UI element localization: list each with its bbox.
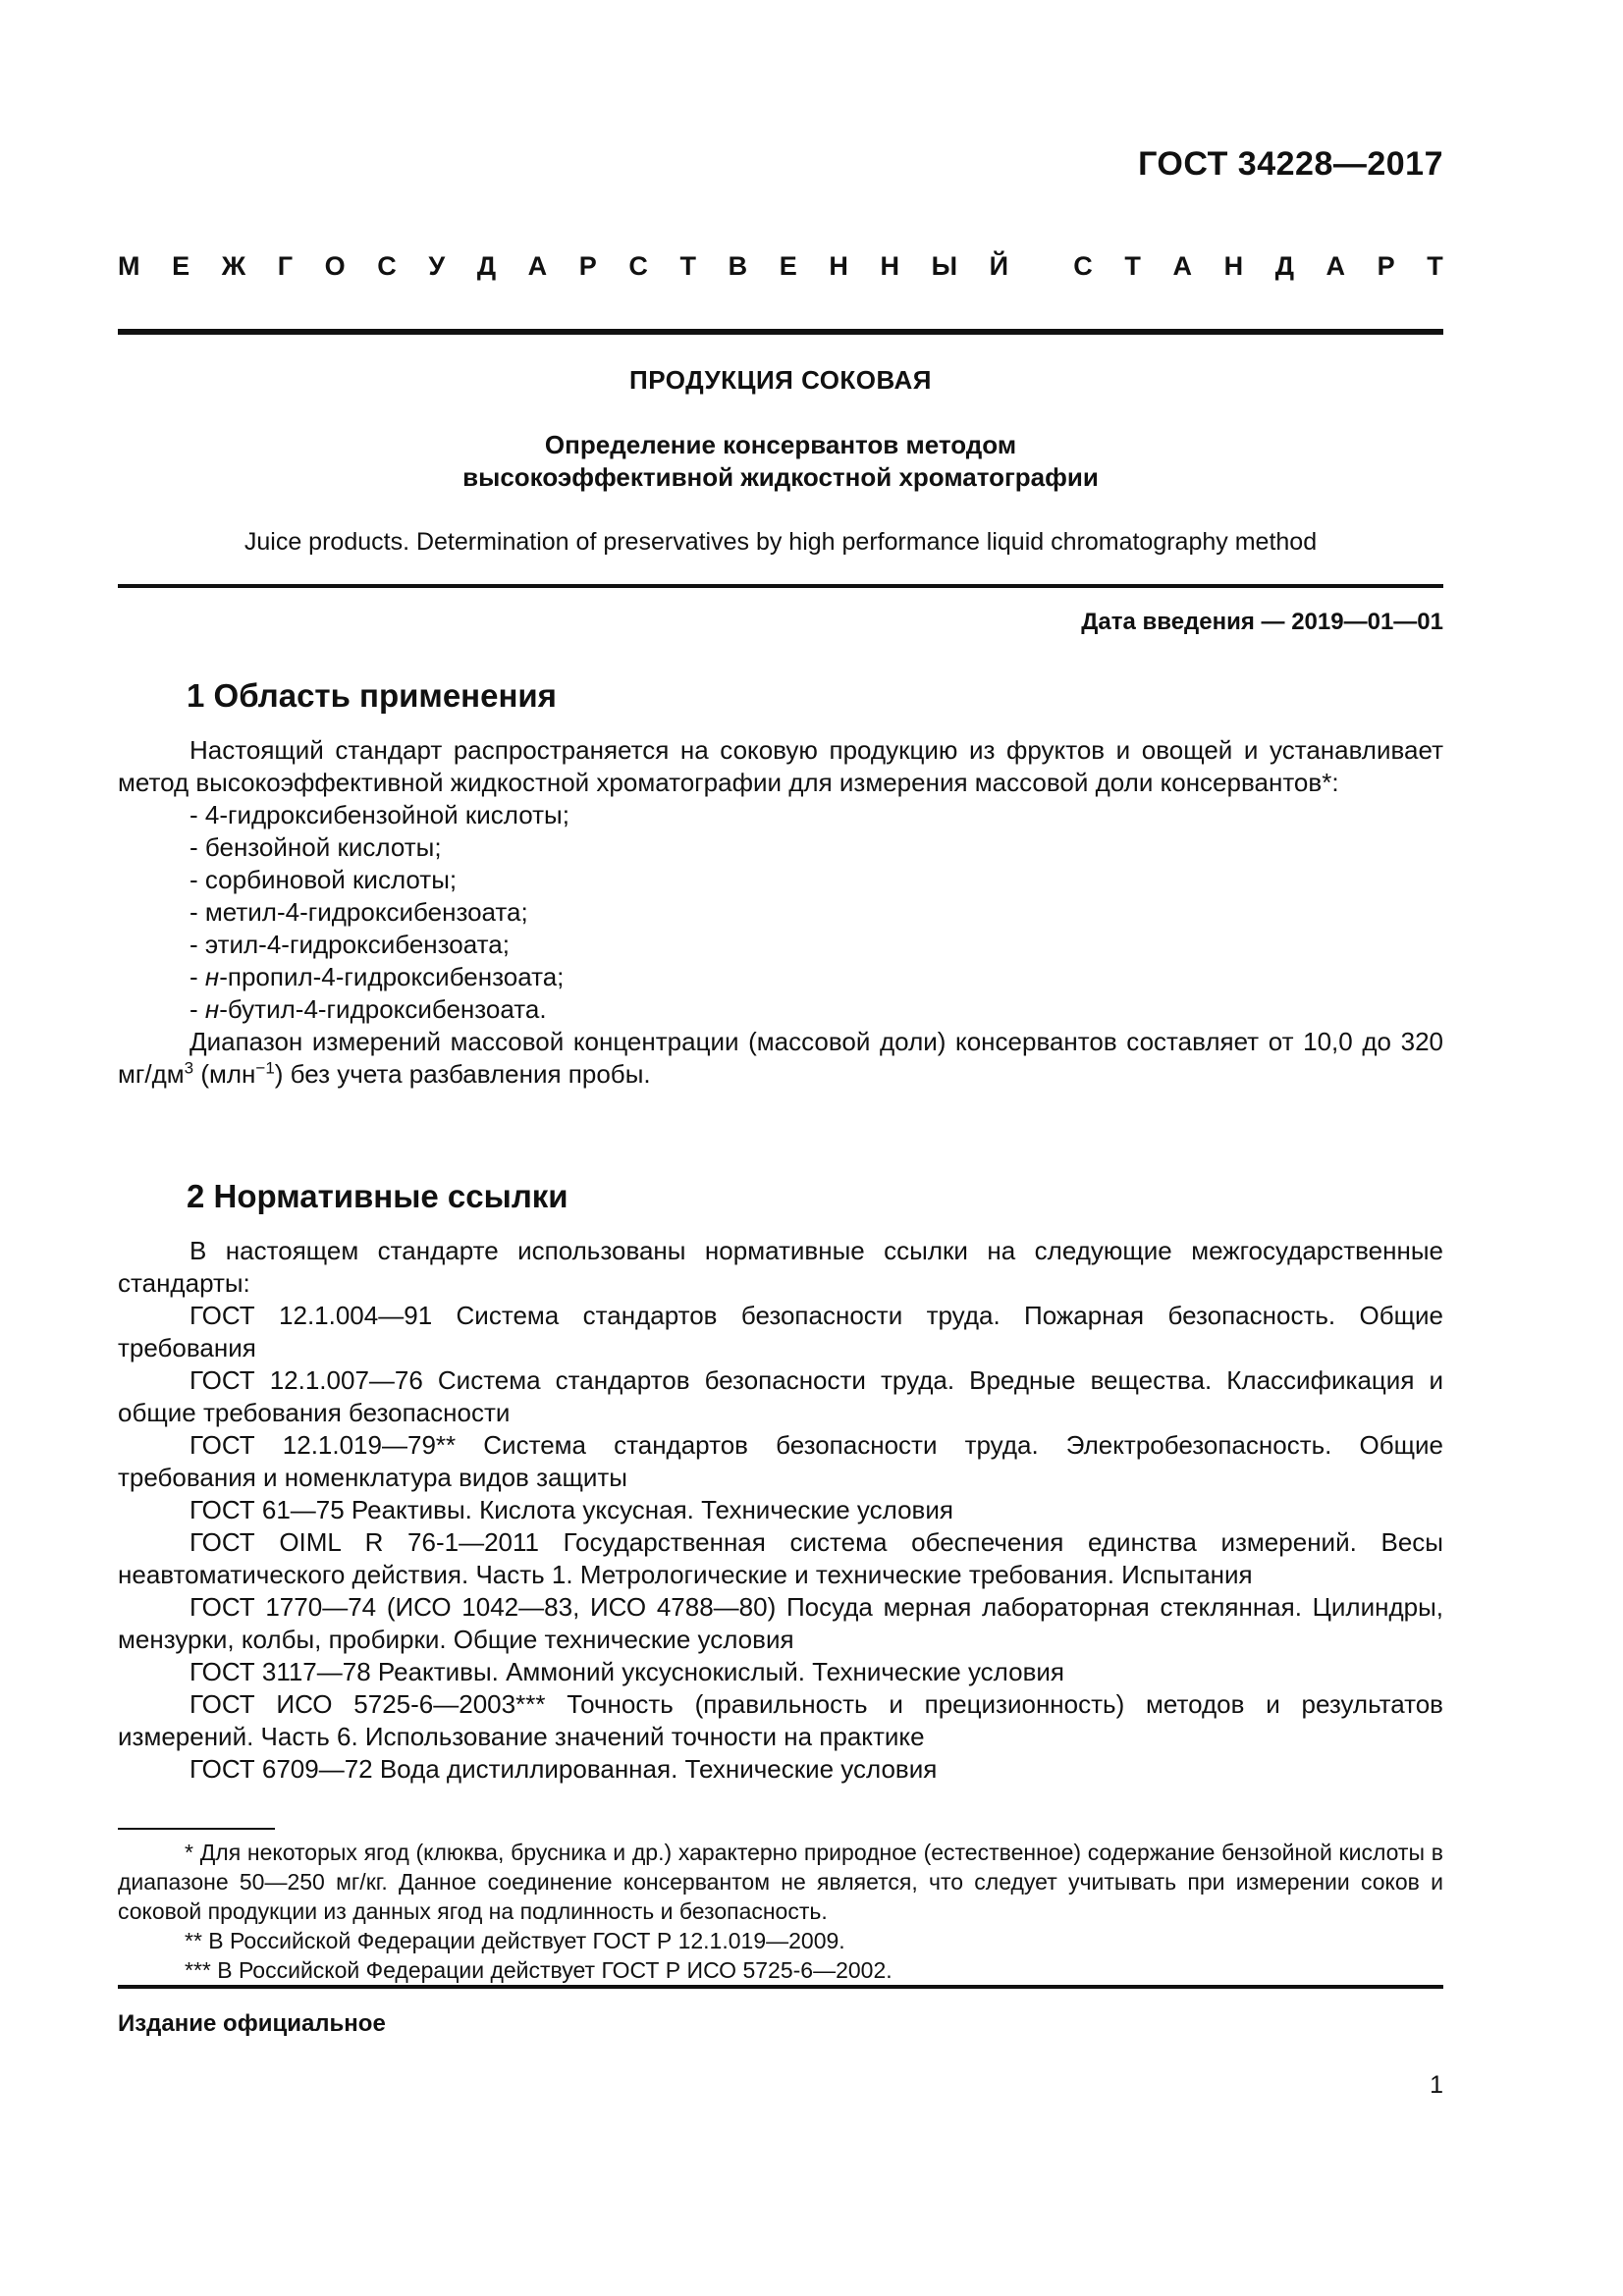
page-number: 1: [1430, 2071, 1443, 2099]
banner-letter: О: [324, 251, 346, 281]
footnote-3: *** В Российской Федерации действует ГОСТ Р ИСО 5725-6—2002.: [185, 1957, 893, 1983]
section-1-heading: 1 Область применения: [187, 677, 557, 714]
banner-letter: М: [118, 251, 140, 281]
banner-letter: Р: [1377, 251, 1395, 281]
list-item: - н-пропил-4-гидроксибензоата;: [189, 962, 565, 991]
reference-item: ГОСТ 12.1.007—76 Система стандартов безопасности труда. Вредные вещества. Классификация и общие требования безопасности: [118, 1365, 1443, 1427]
footnotes: [118, 1838, 1443, 1985]
reference-item: ГОСТ 3117—78 Реактивы. Аммоний уксуснокислый. Технические условия: [189, 1657, 1065, 1686]
banner-letter: С: [628, 251, 648, 281]
banner-letter: Т: [679, 251, 697, 281]
banner-letter: А: [1172, 251, 1192, 281]
banner-letter: А: [527, 251, 548, 281]
section-2-heading: 2 Нормативные ссылки: [187, 1178, 568, 1214]
banner-letter: Н: [1223, 251, 1244, 281]
reference-item: ГОСТ 12.1.019—79** Система стандартов безопасности труда. Электробезопасность. Общие требования и номенклатура видов защиты: [118, 1430, 1443, 1492]
introduction-date: Дата введения — 2019—01—01: [1081, 609, 1443, 635]
reference-item: ГОСТ 61—75 Реактивы. Кислота уксусная. Технические условия: [189, 1495, 953, 1524]
official-edition-label: Издание официальное: [118, 2010, 386, 2037]
banner-letter: Д: [476, 251, 497, 281]
reference-item: ГОСТ 1770—74 (ИСО 1042—83, ИСО 4788—80) Посуда мерная лабораторная стеклянная. Цилиндры, мензурки, колбы, пробирки. Общие технические условия: [118, 1592, 1443, 1654]
banner-letter: Р: [578, 251, 597, 281]
banner-letter: Н: [880, 251, 899, 281]
references-intro: В настоящем стандарте использованы нормативные ссылки на следующие межгосударственные стандарты:: [118, 1236, 1443, 1298]
banner-letter: С: [1073, 251, 1093, 281]
banner-letter: Й: [989, 251, 1009, 281]
reference-item: ГОСТ ИСО 5725-6—2003*** Точность (правильность и прецизионность) методов и результатов измерений. Часть 6. Использование значений точности на практике: [118, 1689, 1443, 1751]
title-rule: [118, 584, 1443, 588]
footnote-rule: [118, 1828, 275, 1830]
list-item: - н-бутил-4-гидроксибензоата.: [189, 994, 547, 1024]
banner-letter: У: [428, 251, 446, 281]
reference-item: ГОСТ 6709—72 Вода дистиллированная. Технические условия: [189, 1754, 938, 1784]
list-item: - сорбиновой кислоты;: [189, 865, 458, 894]
banner-letter: Ж: [221, 251, 246, 281]
banner-letter: С: [377, 251, 397, 281]
list-item: - метил-4-гидроксибензоата;: [189, 897, 528, 927]
banner-letter: Н: [829, 251, 848, 281]
subtitle-line-2: высокоэффективной жидкостной хроматографии: [462, 462, 1099, 492]
banner-letter: Т: [1124, 251, 1141, 281]
document-title: ПРОДУКЦИЯ СОКОВАЯ: [629, 365, 932, 395]
gost-number: ГОСТ 34228—2017: [1138, 145, 1443, 183]
document-subtitle: [118, 429, 1443, 494]
preservatives-list: [118, 799, 1443, 1026]
banner-gap: [1041, 251, 1042, 282]
list-item: - бензойной кислоты;: [189, 832, 442, 862]
header-rule: [118, 329, 1443, 335]
interstate-standard-banner: [118, 251, 1443, 282]
list-item: - 4-гидроксибензойной кислоты;: [189, 800, 569, 829]
footnote-2: ** В Российской Федерации действует ГОСТ Р 12.1.019—2009.: [185, 1928, 845, 1953]
banner-letter: Е: [172, 251, 190, 281]
footer-rule: [118, 1985, 1443, 1989]
footnote-1: * Для некоторых ягод (клюква, брусника и др.) характерно природное (естественное) содержание бензойной кислоты в диапазоне 50—250 мг/кг. Данное соединение консервантом не является, что следует учитывать при измерении соков и соковой продукции из данных ягод на подлинность и безопасность.: [118, 1840, 1443, 1924]
subtitle-line-1: Определение консервантов методом: [544, 430, 1017, 459]
section-1-body: [118, 734, 1443, 1091]
banner-letter: Т: [1427, 251, 1443, 281]
reference-item: ГОСТ 12.1.004—91 Система стандартов безопасности труда. Пожарная безопасность. Общие требования: [118, 1301, 1443, 1362]
english-title: Juice products. Determination of preservatives by high performance liquid chromatography method: [243, 528, 1318, 556]
banner-letter: А: [1325, 251, 1346, 281]
section-2-body: [118, 1235, 1443, 1786]
measurement-range: Диапазон измерений массовой концентрации (массовой доли) консервантов составляет от 10,0 до 320 $мг/дм^3$ (млн$^{-1}$) без учета разбавления пробы.: [118, 1027, 1443, 1089]
banner-letter: Г: [277, 251, 294, 281]
banner-letter: Е: [779, 251, 797, 281]
banner-letter: Ы: [931, 251, 958, 281]
banner-letter: Д: [1274, 251, 1294, 281]
list-item: - этил-4-гидроксибензоата;: [189, 930, 510, 959]
banner-letter: В: [728, 251, 748, 281]
reference-item: ГОСТ OIML R 76-1—2011 Государственная система обеспечения единства измерений. Весы неавтоматического действия. Часть 1. Метрологические и технические требования. Испытания: [118, 1527, 1443, 1589]
section-1-intro: Настоящий стандарт распространяется на соковую продукцию из фруктов и овощей и устанавливает метод высокоэффективной жидкостной хроматографии для измерения массовой доли консервантов*:: [118, 735, 1443, 797]
